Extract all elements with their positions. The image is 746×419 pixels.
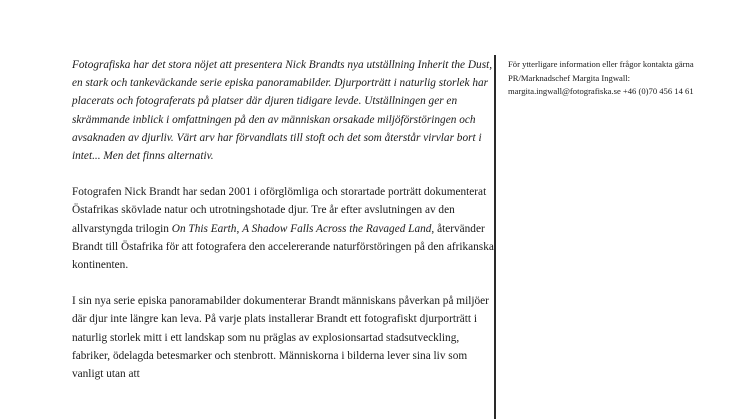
body-paragraph-2 <box>72 183 497 274</box>
paragraph-2-text-before: Fotografen Nick Brandt har sedan 2001 i oförglömliga och storartade porträtt dokumenterat Östafrikas skövlade natur och utrotningshotade djur. Tre år efter avslutningen av den allvarstyngda trilogin <box>72 186 487 235</box>
contact-sidebar <box>508 58 718 99</box>
column-divider <box>494 55 496 419</box>
contact-info: För ytterligare information eller frågor kontakta gärna PR/Marknadschef Margita Ingwall: margita.ingwall@fotografiska.se +46 (0)70 456 14 61 <box>508 59 694 97</box>
press-release-body <box>72 56 497 401</box>
lead-paragraph: Fotografiska har det stora nöjet att presentera Nick Brandts nya utställning Inherit the Dust, en stark och tankeväckande serie episka panoramabilder. Djurporträtt i naturlig storlek har placerats och fotograferats på platser där djuren tidigare levde. Utställningen ger en skrämmande inblick i omfattningen på den av människan orsakade miljöförstöringen och avsaknaden av djurliv. Värt arv har förvandlats till stoft och det som återstår virvlar bort i intet... Men det finns alternativ. <box>72 59 493 163</box>
work-title-on-this-earth: On This Earth <box>171 222 237 235</box>
title-separator: , <box>236 222 243 235</box>
paragraph-2-text-after: , återvänder Brandt till Östafrika för att fotografera den accelererande naturförstöringen på den afrikanska kontinenten. <box>72 222 494 272</box>
body-paragraph-3: I sin nya serie episka panoramabilder dokumenterar Brandt människans påverkan på miljöer där djur inte längre kan leva. På varje plats installerar Brandt ett fotografiskt djurporträtt i naturlig storlek mitt i ett landskap som nu präglas av explosionsartad stadsutveckling, fabriker, ödelagda betesmarker och stenbrott. Människorna i bilderna lever sina liv som vanligt utan att <box>72 295 489 381</box>
work-title-a-shadow-falls: A Shadow Falls Across the Ravaged Land <box>242 222 432 235</box>
